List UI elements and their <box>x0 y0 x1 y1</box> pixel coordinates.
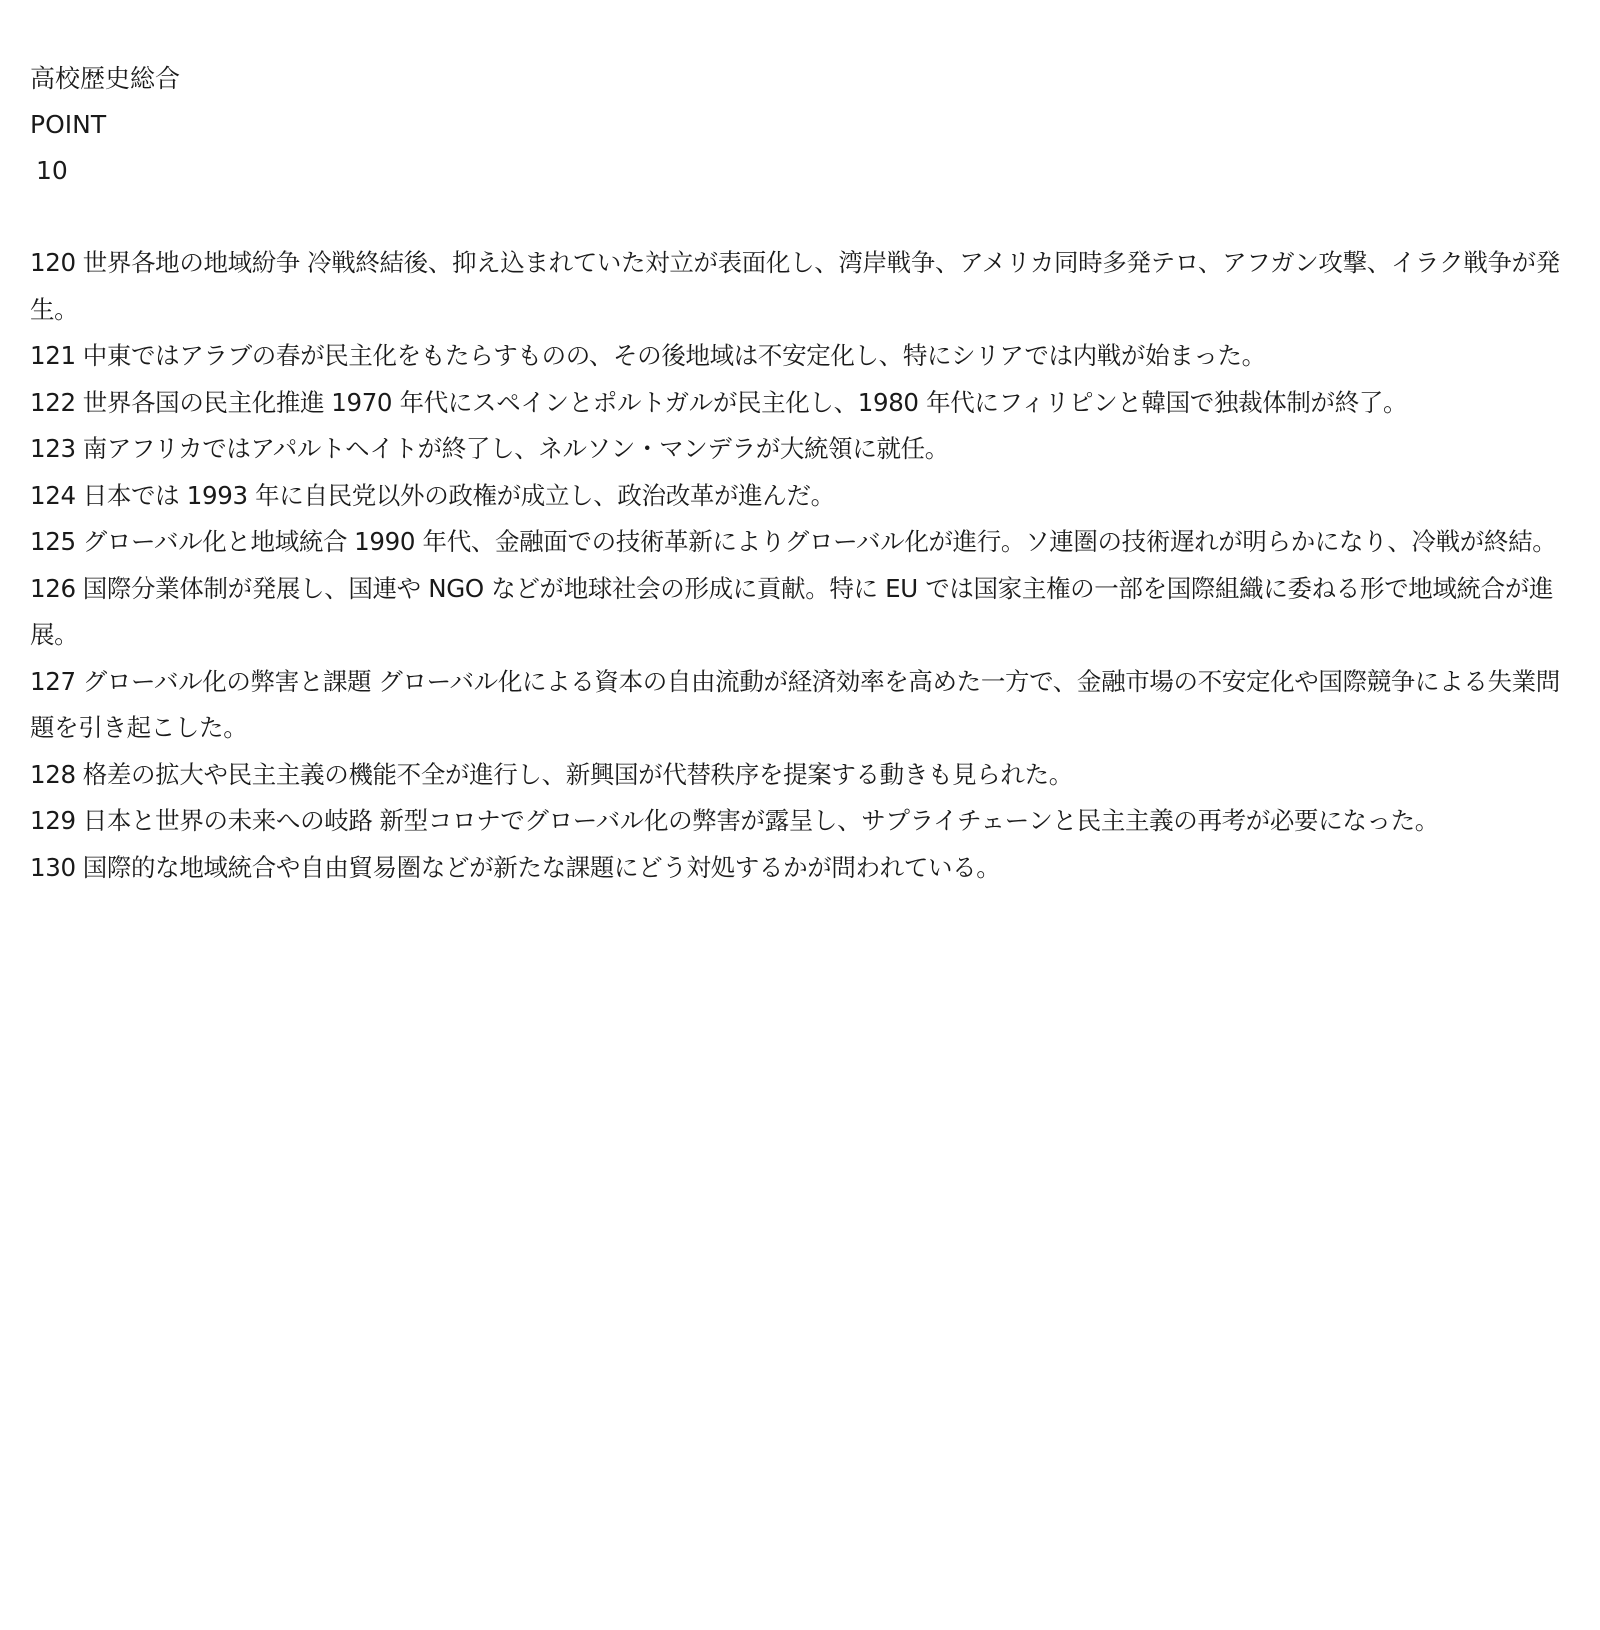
point-text: 新型コロナでグローバル化の弊害が露呈し、サプライチェーンと民主主義の再考が必要になった。 <box>379 806 1439 835</box>
point-number: 126 <box>30 573 76 603</box>
point-item <box>30 659 1575 752</box>
point-text: 1970 年代にスペインとポルトガルが民主化し、1980 年代にフィリピンと韓国で独裁体制が終了。 <box>331 387 1408 417</box>
point-item <box>30 566 1575 659</box>
point-number: 122 <box>30 387 76 417</box>
point-topic: グローバル化の弊害と課題 <box>82 666 372 696</box>
point-number: 129 <box>30 806 76 835</box>
point-text: 格差の拡大や民主主義の機能不全が進行し、新興国が代替秩序を提案する動きも見られた。 <box>82 759 1073 789</box>
point-text: 1990 年代、金融面での技術革新によりグローバル化が進行。ソ連圏の技術遅れが明らかになり、冷戦が終結。 <box>354 527 1557 556</box>
point-text: 日本では 1993 年に自民党以外の政権が成立し、政治改革が進んだ。 <box>82 480 835 510</box>
point-item <box>30 333 1575 380</box>
point-item <box>30 380 1575 427</box>
point-topic: 世界各国の民主化推進 <box>82 387 325 417</box>
point-number: 128 <box>30 759 76 789</box>
point-text: 国際分業体制が発展し、国連や NGO などが地球社会の形成に貢献。特に EU では国家主権の一部を国際組織に委ねる形で地域統合が進展。 <box>30 573 1554 649</box>
point-label: POINT <box>30 110 107 139</box>
spacer <box>30 194 1575 240</box>
point-text: 中東ではアラブの春が民主化をもたらすものの、その後地域は不安定化し、特にシリアでは内戦が始まった。 <box>82 341 1266 370</box>
point-topic: 世界各地の地域紛争 <box>82 248 301 277</box>
point-number: 124 <box>30 480 76 510</box>
point-number: 125 <box>30 527 76 556</box>
point-topic: グローバル化と地域統合 <box>82 527 348 556</box>
point-number: 120 <box>30 248 76 277</box>
point-item <box>30 752 1575 799</box>
point-number: 127 <box>30 666 76 696</box>
point-item <box>30 798 1575 845</box>
subject-title: 高校歴史総合 <box>30 64 181 93</box>
point-number: 123 <box>30 434 76 463</box>
points-list <box>30 240 1575 891</box>
document-page <box>30 56 1575 891</box>
point-item <box>30 473 1575 520</box>
point-item <box>30 426 1575 473</box>
point-topic: 日本と世界の未来への岐路 <box>82 806 373 835</box>
point-text: 冷戦終結後、抑え込まれていた対立が表面化し、湾岸戦争、アメリカ同時多発テロ、アフガン攻撃、イラク戦争が発生。 <box>30 248 1560 324</box>
point-item <box>30 240 1575 333</box>
point-number: 121 <box>30 341 76 370</box>
point-item <box>30 845 1575 892</box>
point-text: 国際的な地域統合や自由貿易圏などが新たな課題にどう対処するかが問われている。 <box>82 852 1001 882</box>
point-text: 南アフリカではアパルトヘイトが終了し、ネルソン・マンデラが大統領に就任。 <box>82 434 949 463</box>
point-text: グローバル化による資本の自由流動が経済効率を高めた一方で、金融市場の不安定化や国際競争による失業問題を引き起こした。 <box>30 666 1560 742</box>
point-item <box>30 519 1575 566</box>
page-number: 10 <box>36 156 68 185</box>
point-number: 130 <box>30 852 76 882</box>
